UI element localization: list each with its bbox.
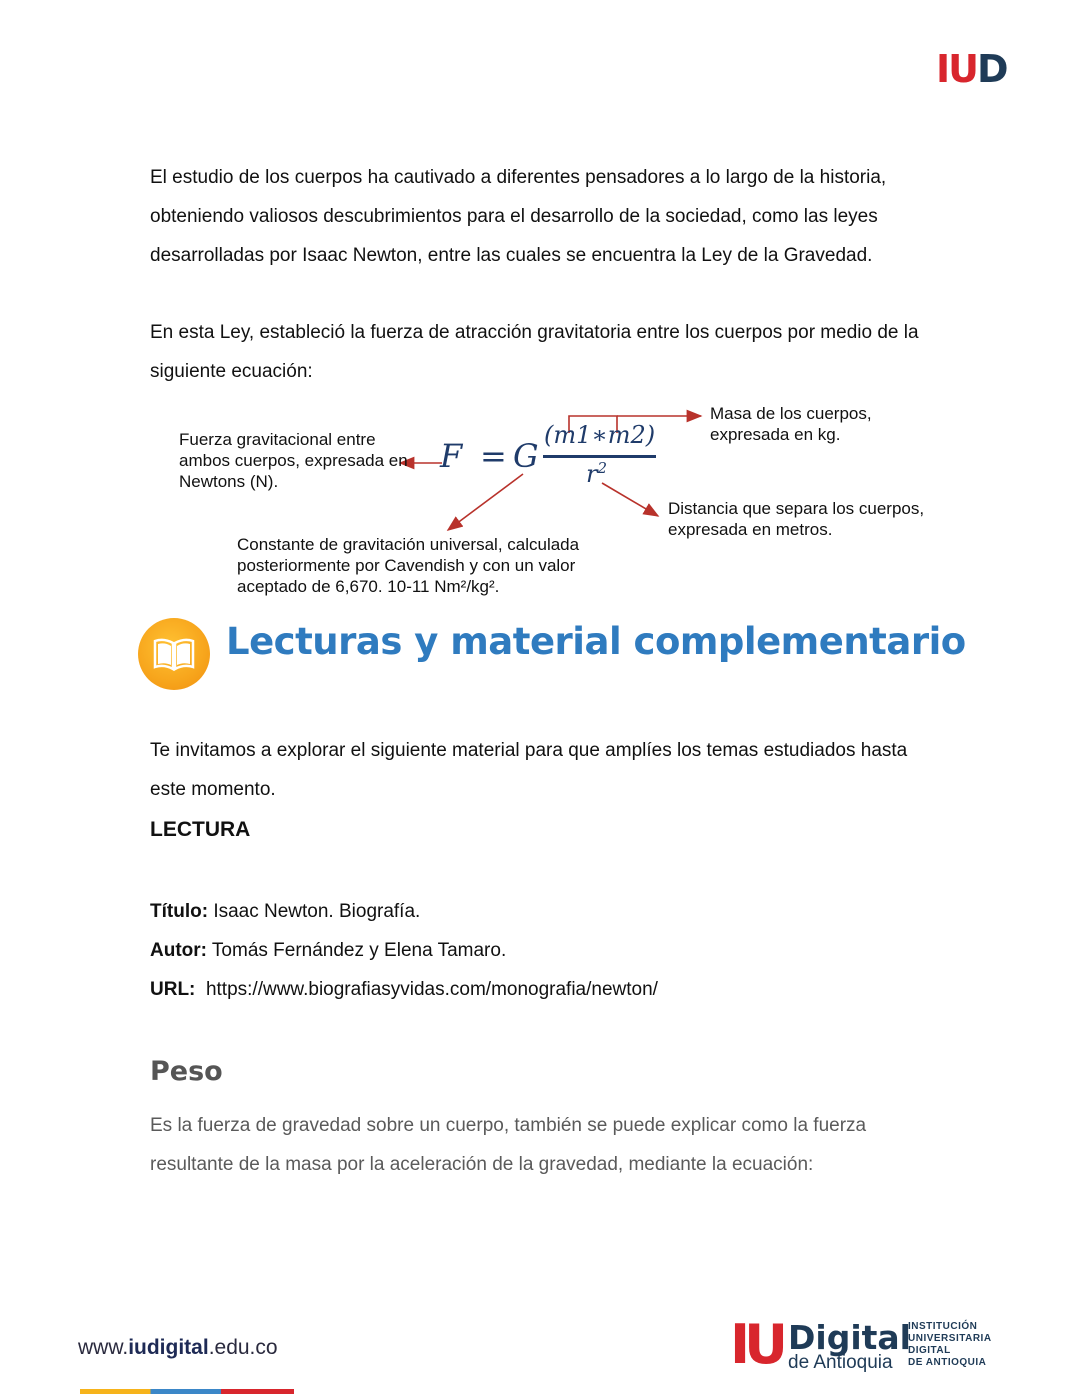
footer-url-suffix: .edu.co (208, 1336, 278, 1359)
footer-website[interactable] (78, 1336, 278, 1360)
open-book-icon (152, 636, 196, 672)
logo-letter-u: U (948, 47, 977, 91)
label-distancia: Distancia que separa los cuerpos, expresada en metros. (668, 499, 925, 539)
titulo-value: Isaac Newton. Biografía. (213, 901, 421, 922)
footer-logo-antioquia: de Antioquia (788, 1352, 893, 1373)
intro-paragraph-1: El estudio de los cuerpos ha cautivado a diferentes pensadores a lo largo de la historia, obteniendo valiosos descubrimientos para el desarrollo de la sociedad, como las leyes desarrolladas por Isaac Newton, entre las cuales se encuentra la Ley de la Gravedad. (150, 167, 887, 266)
section-intro: Te invitamos a explorar el siguiente material para que amplíes los temas estudiados hasta este momento. (150, 740, 908, 800)
formula-G: G (513, 437, 539, 475)
reading-title (150, 901, 420, 923)
inst-line-4: DE ANTIOQUIA (908, 1357, 987, 1368)
logo-letter-i: I (936, 47, 949, 91)
gravity-equation-diagram (150, 395, 950, 605)
inst-line-2: UNIVERSITARIA (908, 1333, 992, 1344)
footer-logo-iu: IU (730, 1313, 782, 1376)
label-constante: Constante de gravitación universal, calculada posteriormente por Cavendish y con un valor aceptado de 6,670. 10-11 Nm²/kg². (237, 535, 580, 596)
formula-exponent: 2 (597, 459, 608, 477)
titulo-label: Título: (150, 901, 209, 922)
arrow-constante (448, 474, 523, 530)
footer-logo-digital: Digital (788, 1318, 911, 1357)
fraction-bar (543, 455, 656, 458)
url-link[interactable]: https://www.biografiasyvidas.com/monografia/newton/ (205, 979, 658, 1000)
formula-equals: = (480, 437, 507, 475)
autor-label: Autor: (150, 940, 207, 961)
logo-letter-d: D (977, 47, 1007, 91)
autor-value: Tomás Fernández y Elena Tamaro. (211, 940, 507, 961)
peso-paragraph: Es la fuerza de gravedad sobre un cuerpo, también se puede explicar como la fuerza resultante de la masa por la aceleración de la gravedad, mediante la ecuación: (150, 1115, 867, 1175)
reading-author (150, 940, 506, 962)
inst-line-3: DIGITAL (908, 1345, 951, 1356)
footer-color-bar (80, 1389, 294, 1394)
peso-heading: Peso (150, 1056, 223, 1087)
footer-url-prefix: www. (78, 1336, 129, 1359)
lectura-heading: LECTURA (150, 818, 251, 841)
formula-F: F (440, 437, 463, 475)
footer-institution-text (908, 1321, 992, 1369)
label-masa: Masa de los cuerpos, expresada en kg. (710, 404, 872, 444)
url-label: URL: (150, 979, 196, 1000)
arrow-distancia (602, 483, 658, 516)
section-title: Lecturas y material complementario (226, 620, 966, 663)
formula-r: r (586, 460, 598, 488)
reading-url (150, 979, 658, 1001)
book-icon (138, 618, 210, 690)
footer-url-bold: iudigital (128, 1336, 209, 1359)
label-fuerza: Fuerza gravitacional entre ambos cuerpos, expresada en Newtons (N). (179, 430, 408, 491)
formula-numerator: (m1∗m2) (544, 421, 656, 449)
formula-denominator (586, 459, 607, 488)
iud-logo-top (936, 47, 1007, 91)
inst-line-1: INSTITUCIÓN (908, 1321, 978, 1332)
iu-digital-logo (730, 1313, 1010, 1378)
intro-paragraph-2: En esta Ley, estableció la fuerza de atracción gravitatoria entre los cuerpos por medio de la siguiente ecuación: (150, 322, 919, 382)
